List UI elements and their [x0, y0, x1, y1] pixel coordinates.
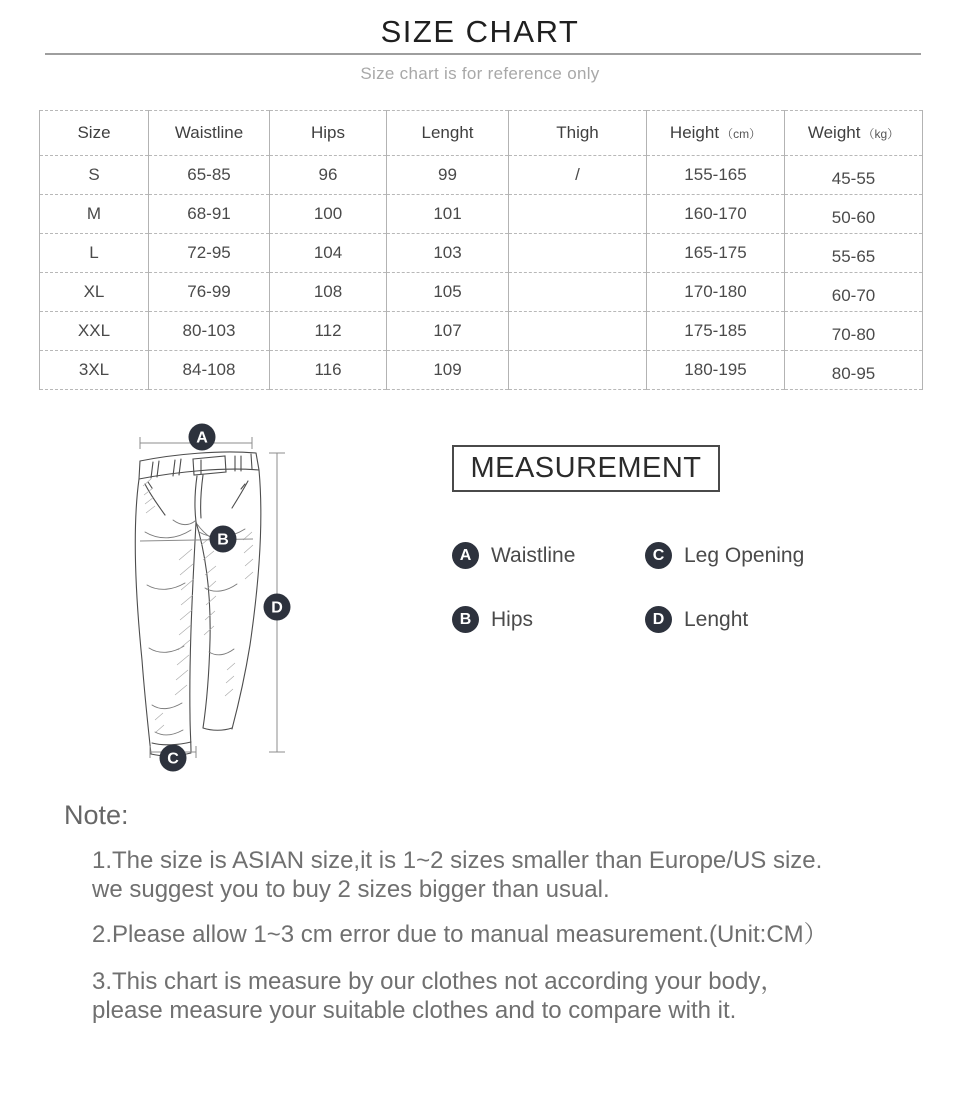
value-cell: 116: [270, 351, 387, 390]
value-cell: 45-55: [785, 156, 923, 195]
value-cell: 96: [270, 156, 387, 195]
value-cell: 112: [270, 312, 387, 351]
pants-wrinkle-lines: [145, 520, 245, 735]
value-cell: 103: [387, 234, 509, 273]
legend-item-waistline: [452, 542, 645, 569]
column-header-size: Size: [40, 111, 149, 156]
column-header-waistline: Waistline: [149, 111, 270, 156]
marker-d-letter: D: [271, 599, 283, 617]
value-cell: 80-103: [149, 312, 270, 351]
value-cell: 99: [387, 156, 509, 195]
value-cell: 104: [270, 234, 387, 273]
page-subtitle: Size chart is for reference only: [360, 64, 600, 83]
note-line: 3.This chart is measure by our clothes not according your body，: [92, 968, 785, 995]
size-cell: S: [40, 156, 149, 195]
value-cell: /: [509, 156, 647, 195]
measurement-title-box: [452, 445, 720, 492]
value-cell: 109: [387, 351, 509, 390]
value-cell: 101: [387, 195, 509, 234]
note-line: 1.The size is ASIAN size,it is 1~2 sizes smaller than Europe/US size.: [92, 847, 823, 874]
value-cell: [509, 312, 647, 351]
pants-sketch-illustration: [115, 420, 295, 780]
column-header-height: Height （cm）: [647, 111, 785, 156]
pants-outline: [135, 452, 261, 756]
legend-item-hips: [452, 606, 645, 633]
value-cell: 105: [387, 273, 509, 312]
legend-item-lenght: [645, 606, 882, 633]
marker-c-letter: C: [167, 750, 179, 768]
value-cell: [509, 273, 647, 312]
value-cell: 84-108: [149, 351, 270, 390]
value-cell: 165-175: [647, 234, 785, 273]
notes-heading: Note:: [64, 800, 129, 830]
legend-label: Lenght: [684, 607, 749, 631]
table-row: [40, 351, 923, 390]
size-cell: M: [40, 195, 149, 234]
title-divider: [45, 53, 921, 55]
value-cell: 72-95: [149, 234, 270, 273]
column-header-hips: Hips: [270, 111, 387, 156]
notes-list: [92, 846, 932, 1025]
value-cell: 100: [270, 195, 387, 234]
value-cell: 108: [270, 273, 387, 312]
column-header-lenght: Lenght: [387, 111, 509, 156]
value-cell: [509, 195, 647, 234]
value-cell: 68-91: [149, 195, 270, 234]
legend-label: Leg Opening: [684, 543, 805, 567]
legend-marker-badge: D: [645, 606, 672, 633]
pants-hatching: [143, 479, 253, 732]
table-row: [40, 156, 923, 195]
value-cell: 50-60: [785, 195, 923, 234]
note-item: [92, 846, 932, 904]
value-cell: 160-170: [647, 195, 785, 234]
legend-marker-badge: B: [452, 606, 479, 633]
legend-label: Waistline: [491, 543, 576, 567]
value-cell: 70-80: [785, 312, 923, 351]
legend-marker-badge: A: [452, 542, 479, 569]
marker-a-letter: A: [196, 429, 208, 447]
table-header-row: [40, 111, 923, 156]
page-title: SIZE CHART: [380, 14, 580, 49]
table-row: [40, 195, 923, 234]
size-cell: XL: [40, 273, 149, 312]
measurement-legend: [452, 542, 882, 633]
column-header-thigh: Thigh: [509, 111, 647, 156]
value-cell: 60-70: [785, 273, 923, 312]
value-cell: [509, 234, 647, 273]
legend-label: Hips: [491, 607, 534, 631]
size-table: [39, 110, 923, 390]
value-cell: 155-165: [647, 156, 785, 195]
legend-marker-badge: C: [645, 542, 672, 569]
value-cell: 76-99: [149, 273, 270, 312]
marker-b-letter: B: [217, 531, 229, 549]
size-cell: 3XL: [40, 351, 149, 390]
note-item: [92, 967, 932, 1025]
table-row: [40, 312, 923, 351]
value-cell: 80-95: [785, 351, 923, 390]
size-cell: XXL: [40, 312, 149, 351]
value-cell: 175-185: [647, 312, 785, 351]
measurement-title: MEASUREMENT: [470, 452, 702, 484]
value-cell: [509, 351, 647, 390]
value-cell: 170-180: [647, 273, 785, 312]
value-cell: 107: [387, 312, 509, 351]
size-cell: L: [40, 234, 149, 273]
note-line: 2.Please allow 1~3 cm error due to manual measurement.(Unit:CM）: [92, 921, 828, 948]
value-cell: 55-65: [785, 234, 923, 273]
note-item: [92, 920, 932, 949]
table-row: [40, 273, 923, 312]
note-line: please measure your suitable clothes and to compare with it.: [92, 997, 737, 1024]
column-header-weight: Weight （kg）: [785, 111, 923, 156]
table-row: [40, 234, 923, 273]
legend-item-leg-opening: [645, 542, 882, 569]
value-cell: 180-195: [647, 351, 785, 390]
value-cell: 65-85: [149, 156, 270, 195]
note-line: we suggest you to buy 2 sizes bigger than usual.: [92, 876, 610, 903]
